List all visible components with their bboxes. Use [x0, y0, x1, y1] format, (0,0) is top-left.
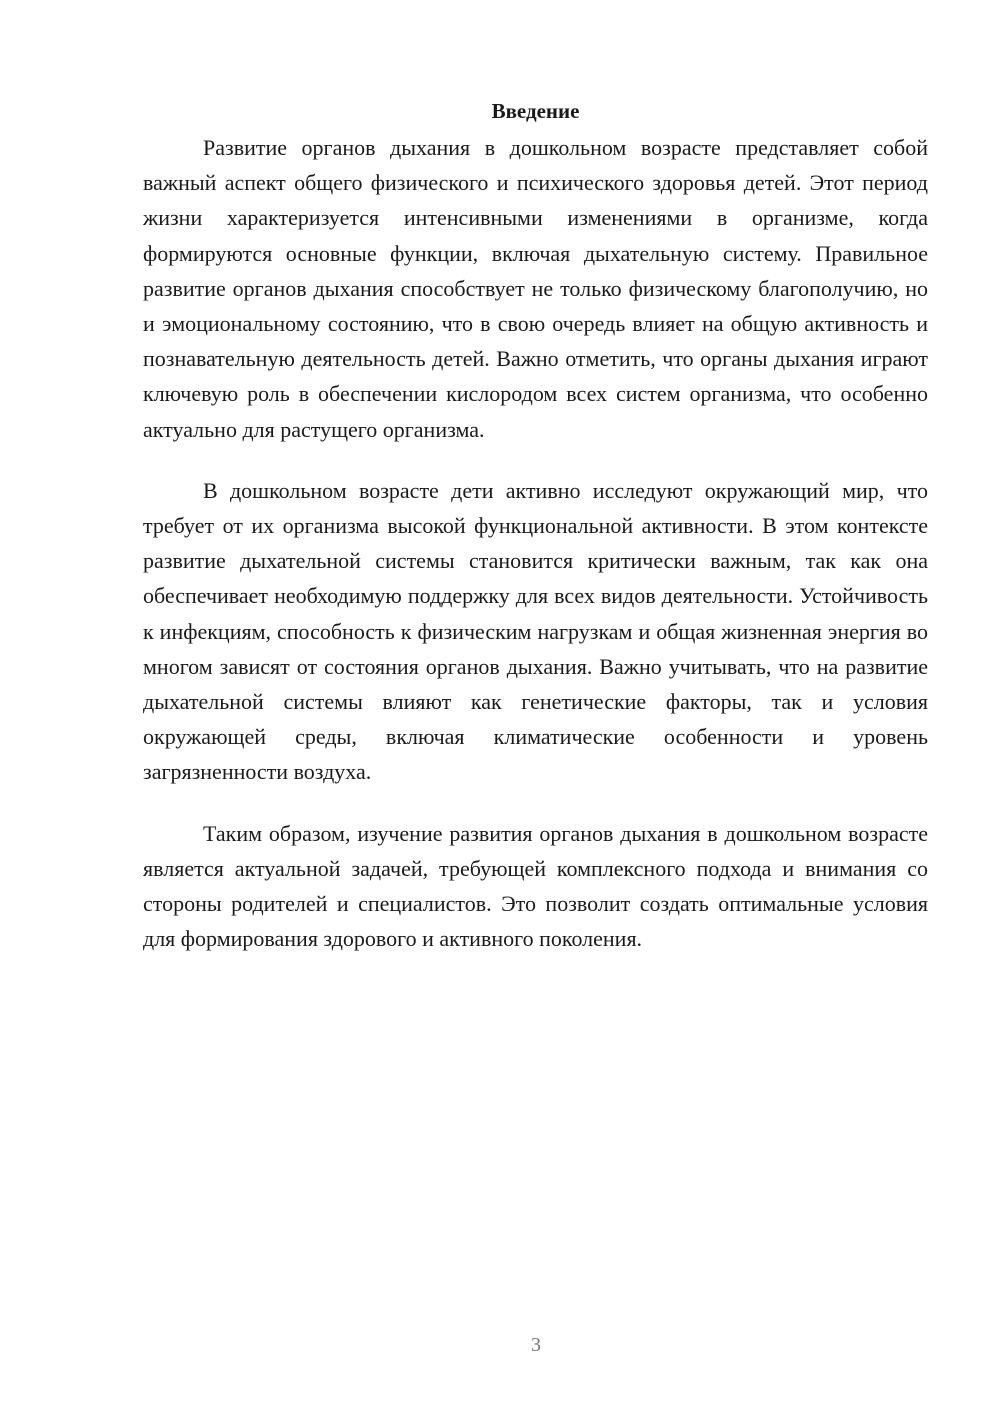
paragraph-2: В дошкольном возрасте дети активно исследуют окружающий мир, что требует от их организма высокой функциональной активности. В этом контексте развитие дыхательной системы становится критически важным, так как она обеспечивает необходимую поддержку для всех видов деятельности. Устойчивость к инфекциям, способность к физическим нагрузкам и общая жизненная энергия во многом зависят от состояния органов дыхания. Важно учитывать, что на развитие дыхательной системы влияют как генетические факторы, так и условия окружающей среды, включая климатические особенности и уровень загрязненности воздуха. — [143, 477, 928, 785]
paragraph-3: Таким образом, изучение развития органов дыхания в дошкольном возрасте является актуальной задачей, требующей комплексного подхода и внимания со стороны родителей и специалистов. Это позволит создать оптимальные условия для формирования здорового и активного поколения. — [143, 820, 928, 952]
page-number: 3 — [531, 1334, 541, 1356]
paragraph-1: Развитие органов дыхания в дошкольном возрасте представляет собой важный аспект общего физического и психического здоровья детей. Этот период жизни характеризуется интенсивными изменениями в организме, когда формируются основные функции, включая дыхательную систему. Правильное развитие органов дыхания способствует не только физическому благополучию, но и эмоциональному состоянию, что в свою очередь влияет на общую активность и познавательную деятельность детей. Важно отметить, что органы дыхания играют ключевую роль в обеспечении кислородом всех систем организма, что особенно актуально для растущего организма. — [143, 135, 928, 442]
page-content — [143, 96, 928, 982]
section-heading: Введение — [491, 99, 580, 123]
